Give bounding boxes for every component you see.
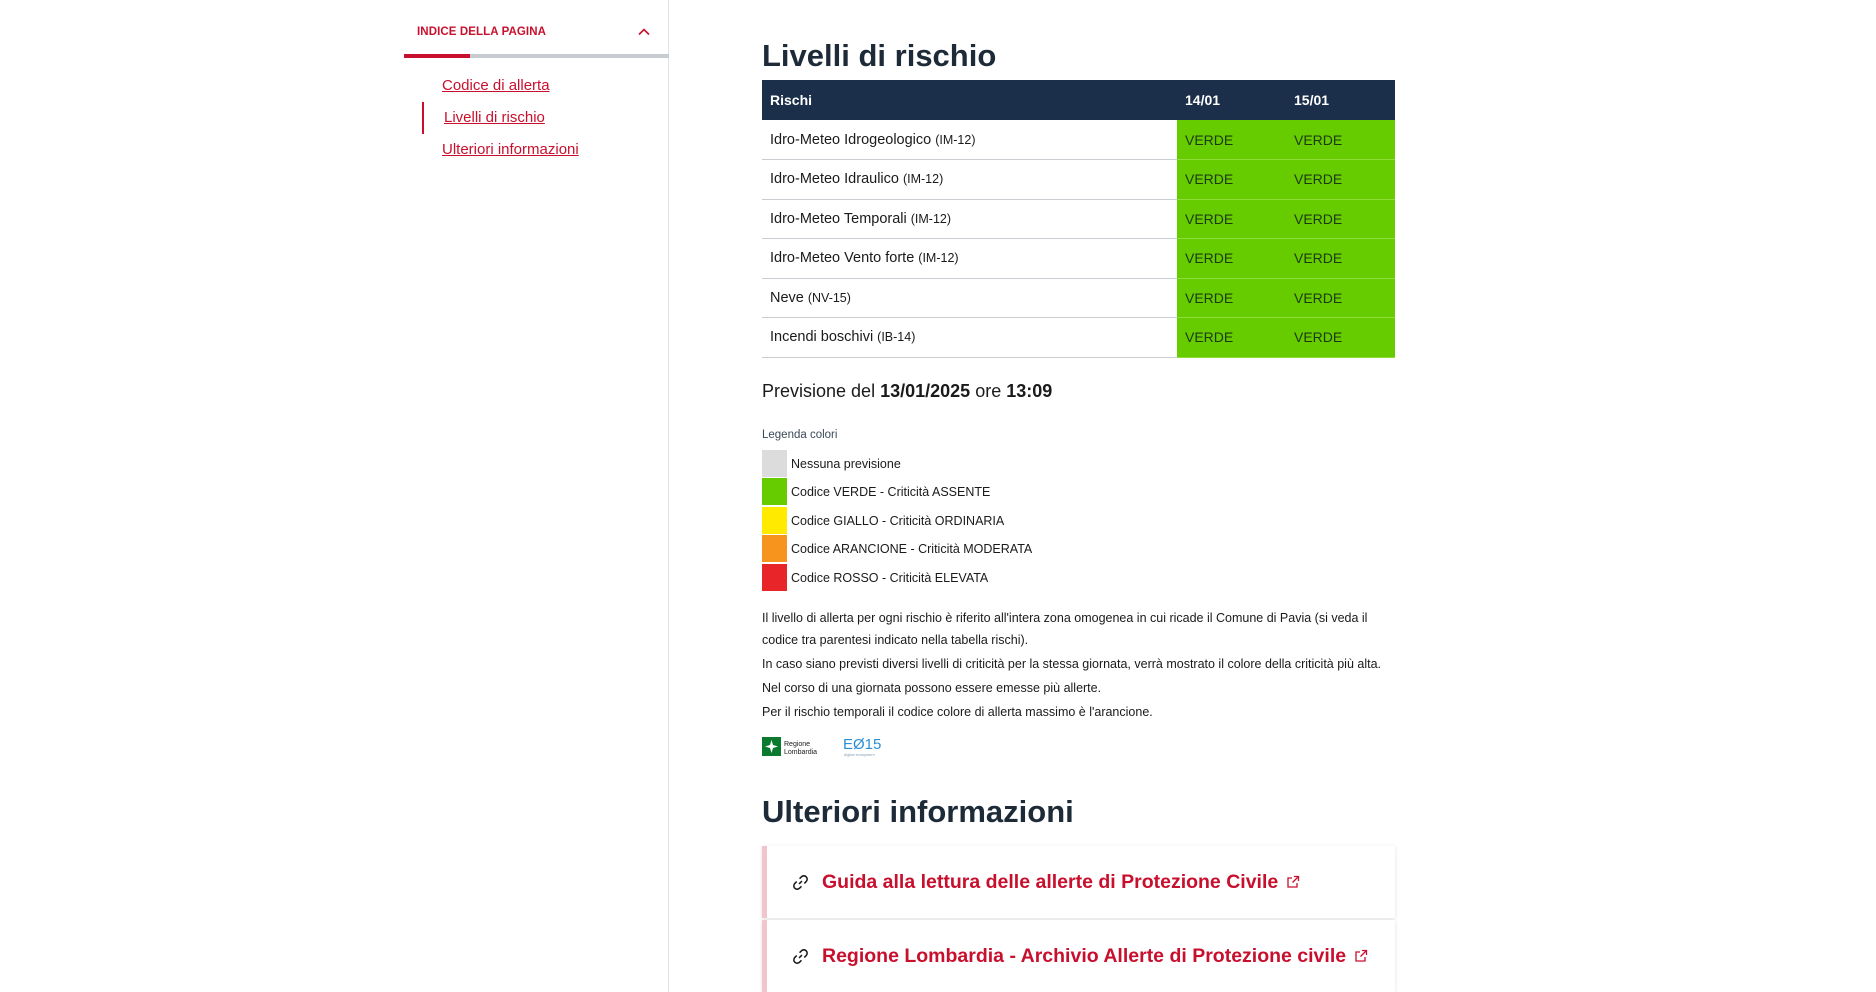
risk-table-header bbox=[762, 80, 1395, 120]
note-text: Il livello di allerta per ogni rischio è riferito all'intera zona omogenea in cui ricade il Comune di Pavia (si veda il codice tra parentesi indicato nella tabella rischi). bbox=[762, 611, 1368, 647]
page-index-progress bbox=[404, 54, 669, 58]
risk-level-day2: VERDE bbox=[1286, 278, 1395, 318]
partner-logos bbox=[762, 734, 962, 758]
risk-name-cell bbox=[762, 318, 1177, 358]
risk-code: (IM-12) bbox=[902, 172, 944, 187]
forecast-timestamp bbox=[762, 381, 1052, 402]
forecast-prefix: Previsione del bbox=[762, 381, 876, 401]
forecast-middle: ore bbox=[975, 381, 1002, 401]
forecast-date: 13/01/2025 bbox=[880, 381, 971, 401]
svg-text:Regione: Regione bbox=[784, 741, 811, 748]
link-icon bbox=[791, 873, 810, 892]
risk-code: (IM-12) bbox=[935, 132, 976, 147]
table-row bbox=[762, 278, 1395, 318]
note-text: In caso siano previsti diversi livelli di criticità per la stessa giornata, verrà mostrato il colore della criticità più alta. bbox=[762, 657, 1382, 671]
risk-name: Idro-Meteo Idraulico bbox=[770, 171, 899, 188]
note-text: Per il rischio temporali il codice colore di allerta massimo è l'arancione. bbox=[762, 705, 1153, 719]
page-index-link-livelli[interactable]: Livelli di rischio bbox=[444, 109, 545, 126]
risk-level-day1: VERDE bbox=[1177, 120, 1286, 160]
page-index-list bbox=[404, 70, 669, 166]
external-link-icon bbox=[1286, 875, 1300, 889]
chevron-up-icon[interactable] bbox=[635, 23, 653, 41]
risk-code: (IM-12) bbox=[918, 251, 959, 266]
external-link-icon bbox=[1354, 949, 1368, 963]
legend-label: Codice VERDE - Criticità ASSENTE bbox=[791, 485, 991, 500]
legend-label: Codice ROSSO - Criticità ELEVATA bbox=[791, 570, 989, 585]
link-archivio-text[interactable] bbox=[822, 945, 1368, 968]
risk-code: (IM-12) bbox=[910, 211, 952, 226]
page-index-progress-fill bbox=[404, 54, 470, 58]
risk-level-day2: VERDE bbox=[1286, 120, 1395, 160]
risk-table bbox=[762, 80, 1395, 358]
risk-level-day1: VERDE bbox=[1177, 199, 1286, 239]
risk-level-day1: VERDE bbox=[1177, 160, 1286, 200]
legend-swatch bbox=[762, 564, 787, 591]
risk-notes bbox=[762, 607, 1402, 725]
risk-name-cell bbox=[762, 120, 1177, 160]
svg-text:Lombardia: Lombardia bbox=[784, 749, 818, 756]
more-info-heading: Ulteriori informazioni bbox=[762, 794, 1074, 829]
risk-name-cell bbox=[762, 278, 1177, 318]
risk-level-day1: VERDE bbox=[1177, 318, 1286, 358]
legend-swatch bbox=[762, 507, 787, 534]
table-row bbox=[762, 120, 1395, 160]
page-index-sidebar bbox=[404, 0, 669, 992]
note-text: Nel corso di una giornata possono essere emesse più allerte. bbox=[762, 681, 1102, 695]
risk-col-day2: 15/01 bbox=[1286, 80, 1395, 120]
page-index-title: INDICE DELLA PAGINA bbox=[417, 26, 547, 38]
link-card-guida[interactable] bbox=[762, 846, 1395, 918]
risk-col-name: Rischi bbox=[762, 80, 1177, 120]
risk-level-day2: VERDE bbox=[1286, 239, 1395, 279]
page-index-item-codice bbox=[404, 70, 669, 102]
risk-level-day1: VERDE bbox=[1177, 239, 1286, 279]
regione-lombardia-logo bbox=[762, 737, 832, 757]
risk-code: (IB-14) bbox=[877, 330, 916, 345]
risk-name-cell bbox=[762, 239, 1177, 279]
risk-col-day1: 14/01 bbox=[1177, 80, 1286, 120]
table-row bbox=[762, 199, 1395, 239]
legend-swatch bbox=[762, 450, 787, 477]
table-row bbox=[762, 160, 1395, 200]
risk-name: Idro-Meteo Idrogeologico bbox=[770, 131, 932, 148]
svg-text:EØ15: EØ15 bbox=[843, 736, 882, 753]
risk-level-day2: VERDE bbox=[1286, 318, 1395, 358]
risk-name: Idro-Meteo Vento forte bbox=[770, 250, 915, 267]
page-index-link-ulteriori[interactable]: Ulteriori informazioni bbox=[442, 141, 579, 158]
risk-level-day2: VERDE bbox=[1286, 160, 1395, 200]
risk-level-day2: VERDE bbox=[1286, 199, 1395, 239]
legend-swatch bbox=[762, 478, 787, 505]
forecast-time: 13:09 bbox=[1006, 381, 1053, 401]
risk-level-day1: VERDE bbox=[1177, 278, 1286, 318]
risk-name-cell bbox=[762, 160, 1177, 200]
link-card-archivio[interactable] bbox=[762, 920, 1395, 992]
table-row bbox=[762, 318, 1395, 358]
page-index-item-livelli bbox=[404, 102, 669, 134]
risk-code: (NV-15) bbox=[807, 290, 851, 305]
page-index-toggle[interactable] bbox=[404, 14, 669, 54]
risk-name: Neve bbox=[770, 289, 804, 306]
page-index-item-ulteriori bbox=[404, 134, 669, 166]
legend-label: Codice ARANCIONE - Criticità MODERATA bbox=[791, 542, 1033, 557]
link-label[interactable]: Guida alla lettura delle allerte di Protezione Civile bbox=[822, 871, 1279, 893]
legend-label: Nessuna previsione bbox=[791, 457, 901, 471]
legend-label: Codice GIALLO - Criticità ORDINARIA bbox=[791, 513, 1005, 528]
table-row bbox=[762, 239, 1395, 279]
eo15-logo bbox=[842, 734, 892, 758]
link-label[interactable]: Regione Lombardia - Archivio Allerte di Protezione civile bbox=[822, 945, 1347, 967]
link-icon bbox=[791, 947, 810, 966]
page-index-link-codice[interactable]: Codice di allerta bbox=[442, 77, 550, 94]
svg-text:digital ecosystem: digital ecosystem bbox=[844, 752, 875, 757]
risk-levels-heading: Livelli di rischio bbox=[762, 38, 997, 73]
link-guida-text[interactable] bbox=[822, 871, 1300, 894]
risk-name-cell bbox=[762, 199, 1177, 239]
risk-name: Incendi boschivi bbox=[770, 329, 874, 346]
risk-name: Idro-Meteo Temporali bbox=[770, 210, 907, 227]
legend-title: Legenda colori bbox=[762, 429, 838, 441]
legend-swatch bbox=[762, 535, 787, 562]
